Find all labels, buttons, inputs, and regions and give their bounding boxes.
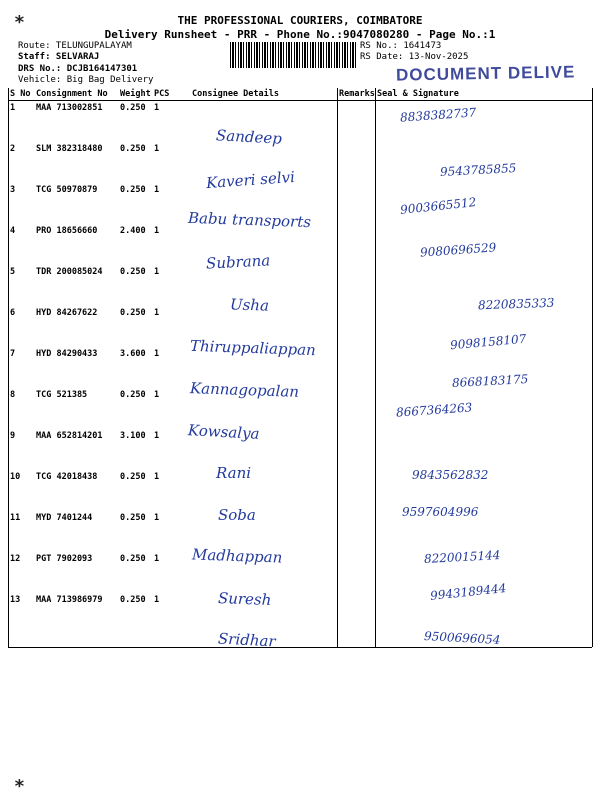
- handwritten-consignee: Babu transports: [187, 208, 312, 232]
- sno: 1: [10, 103, 16, 113]
- barcode-image: [230, 42, 358, 68]
- sno: 7: [10, 349, 16, 359]
- table-header-row: [8, 88, 592, 101]
- table-row: [8, 388, 592, 429]
- consignment-no: TDR 200085024: [36, 267, 103, 277]
- table-row: [8, 511, 592, 552]
- sno: 4: [10, 226, 16, 236]
- weight: 0.250: [120, 472, 146, 482]
- pcs: 1: [154, 226, 160, 236]
- handwritten-consignee: Usha: [229, 295, 270, 315]
- table-row: [8, 470, 592, 511]
- col-weight: Weight: [120, 89, 151, 99]
- col-consignment-no: Consignment No: [34, 88, 118, 101]
- pcs: 1: [154, 267, 160, 277]
- pcs: 1: [154, 513, 160, 523]
- handwritten-signature: 9597604996: [402, 505, 479, 519]
- sno: 2: [10, 144, 16, 154]
- weight: 0.250: [120, 595, 146, 605]
- pcs: 1: [154, 472, 160, 482]
- handwritten-signature: 9098158107: [449, 331, 527, 353]
- consignment-no: SLM 382318480: [36, 144, 103, 154]
- pcs: 1: [154, 349, 160, 359]
- sno: 8: [10, 390, 16, 400]
- pcs: 1: [154, 595, 160, 605]
- handwritten-consignee: Soba: [218, 506, 256, 524]
- handwritten-consignee: Thiruppaliappan: [189, 336, 317, 360]
- consignment-no: HYD 84290433: [36, 349, 98, 359]
- sno: 5: [10, 267, 16, 277]
- consignment-no: MAA 713002851: [36, 103, 103, 113]
- table-row: [8, 101, 592, 143]
- table-bottom-rule: [8, 647, 592, 648]
- corner-mark-top: *: [14, 12, 25, 33]
- handwritten-signature: 8220015144: [423, 548, 501, 566]
- weight: 0.250: [120, 513, 146, 523]
- handwritten-signature: 8838382737: [399, 105, 477, 125]
- col-remarks: Remarks: [339, 89, 375, 99]
- consignment-no: PGT 7902093: [36, 554, 93, 564]
- sno: 10: [10, 472, 21, 482]
- weight: 0.250: [120, 144, 146, 154]
- consignment-no: TCG 42018438: [36, 472, 98, 482]
- weight: 0.250: [120, 185, 146, 195]
- col-signature: Seal & Signature: [375, 88, 592, 101]
- weight: 0.250: [120, 554, 146, 564]
- handwritten-signature: 9843562832: [412, 468, 489, 482]
- rs-date: RS Date: 13-Nov-2025: [360, 52, 469, 62]
- table-border-right: [592, 88, 593, 647]
- drs-label: DRS No.: DCJB164147301: [18, 64, 138, 74]
- table-row: [8, 429, 592, 470]
- pcs: 1: [154, 390, 160, 400]
- route-label: Route: TELUNGUPALAYAM: [18, 41, 132, 51]
- handwritten-consignee: Suresh: [217, 589, 272, 609]
- runsheet-subtitle: Delivery Runsheet - PRR - Phone No.:9047080280 - Page No.:1: [104, 28, 496, 41]
- handwritten-signature: 9080696529: [419, 240, 497, 260]
- handwritten-consignee: Madhappan: [191, 545, 283, 567]
- handwritten-signature: 8668183175: [451, 372, 529, 390]
- weight: 0.250: [120, 267, 146, 277]
- pcs: 1: [154, 431, 160, 441]
- pcs: 1: [154, 103, 160, 113]
- pcs: 1: [154, 144, 160, 154]
- handwritten-consignee: Kannagopalan: [189, 379, 300, 401]
- consignment-no: MAA 652814201: [36, 431, 103, 441]
- sno: 12: [10, 554, 21, 564]
- weight: 0.250: [120, 103, 146, 113]
- sno: 13: [10, 595, 21, 605]
- staff-label: Staff: SELVARAJ: [18, 52, 100, 62]
- pcs: 1: [154, 185, 160, 195]
- handwritten-consignee: Kaveri selvi: [205, 167, 296, 193]
- handwritten-signature: 9500696054: [423, 629, 501, 647]
- col-consignee: Consignee Details: [190, 88, 337, 101]
- weight: 3.600: [120, 349, 146, 359]
- consignment-no: MAA 713986979: [36, 595, 103, 605]
- handwritten-consignee: Kowsalya: [187, 421, 260, 443]
- consignment-no: HYD 84267622: [36, 308, 98, 318]
- col-pcs: PCS: [152, 88, 190, 101]
- rs-number: RS No.: 1641473: [360, 41, 442, 51]
- col-sno: S No: [8, 88, 34, 101]
- consignment-no: TCG 521385: [36, 390, 88, 400]
- table-row: [8, 593, 592, 634]
- handwritten-signature: 9943189444: [429, 581, 507, 603]
- consignment-no: MYD 7401244: [36, 513, 93, 523]
- weight: 3.100: [120, 431, 146, 441]
- handwritten-signature: 8667364263: [395, 400, 473, 420]
- sno: 9: [10, 431, 16, 441]
- handwritten-consignee: Subrana: [205, 251, 271, 273]
- handwritten-consignee: Sandeep: [215, 126, 283, 148]
- sno: 3: [10, 185, 16, 195]
- corner-mark-bottom: *: [14, 776, 25, 797]
- consignment-no: PRO 18656660: [36, 226, 98, 236]
- handwritten-consignee: Rani: [216, 464, 252, 482]
- sno: 6: [10, 308, 16, 318]
- handwritten-consignee: Sridhar: [217, 629, 277, 651]
- handwritten-signature: 9543785855: [439, 161, 517, 179]
- pcs: 1: [154, 554, 160, 564]
- weight: 0.250: [120, 308, 146, 318]
- handwritten-signature: 8220835333: [477, 295, 555, 313]
- vehicle-label: Vehicle: Big Bag Delivery: [18, 75, 154, 85]
- document-delivered-stamp: DOCUMENT DELIVE: [395, 62, 576, 85]
- weight: 2.400: [120, 226, 146, 236]
- sno: 11: [10, 513, 21, 523]
- company-title: THE PROFESSIONAL COURIERS, COIMBATORE: [177, 14, 423, 27]
- handwritten-signature: 9003665512: [399, 195, 477, 217]
- pcs: 1: [154, 308, 160, 318]
- consignment-no: TCG 50970879: [36, 185, 98, 195]
- weight: 0.250: [120, 390, 146, 400]
